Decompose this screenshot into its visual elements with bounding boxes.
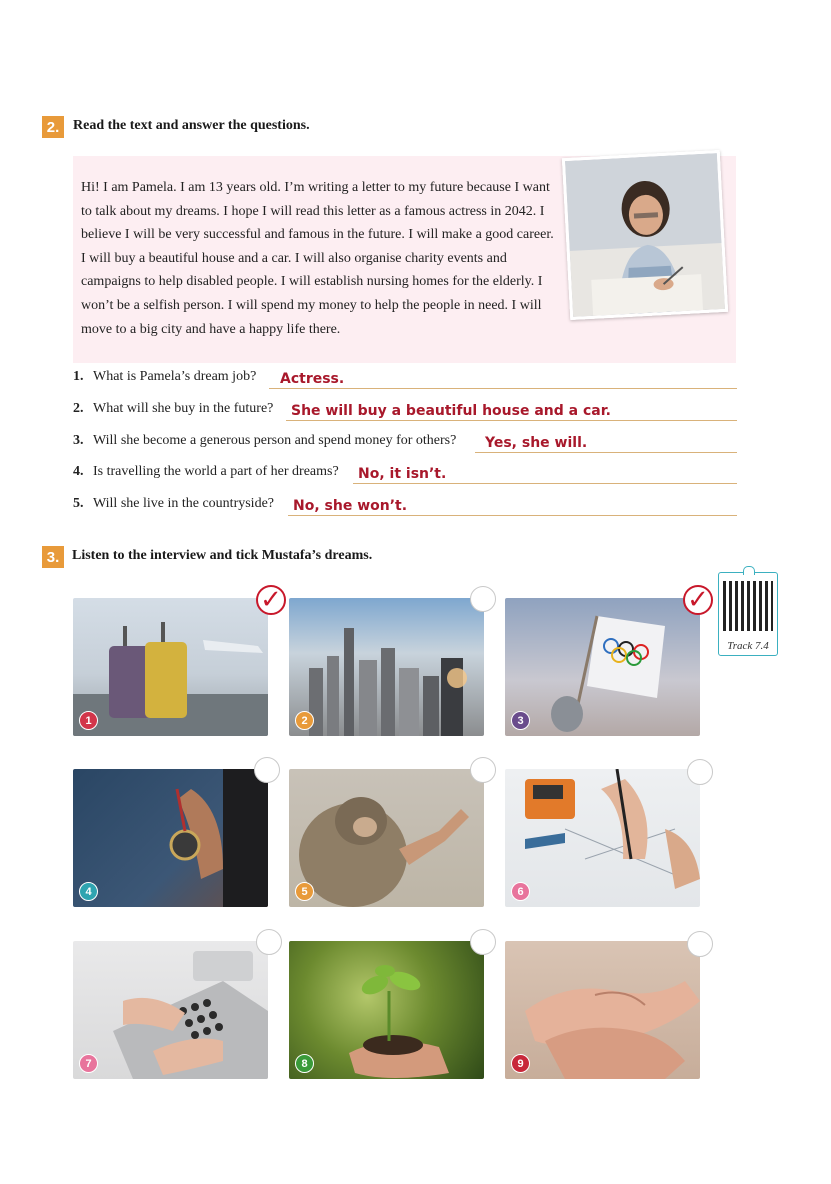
answer-text: Actress. [280,371,345,387]
answer-line[interactable] [288,515,737,516]
tick-checkbox-1[interactable]: ✓ [256,585,286,615]
picture-number-badge: 2 [295,711,314,730]
sprout-illustration [289,941,484,1079]
question-text: What is Pamela’s dream job? [93,369,257,384]
picture-number-badge: 6 [511,882,530,901]
blueprint-illustration [505,769,700,907]
picture-7-typewriter [73,941,268,1079]
exercise-3-title: Listen to the interview and tick Mustafa’s dreams. [72,548,373,563]
city-skyline-illustration [289,598,484,736]
typewriter-illustration [73,941,268,1079]
picture-number-badge: 1 [79,711,98,730]
audio-track-qr[interactable] [718,572,778,656]
question-1 [73,369,737,389]
answer-text: No, it isn’t. [358,466,447,482]
picture-6-engineer-plans [505,769,700,907]
picture-number-badge: 3 [511,711,530,730]
question-number: 2. [73,401,84,416]
track-label: Track 7.4 [727,640,769,652]
tick-checkbox-6[interactable] [687,759,713,785]
girl-writing-photo [562,150,728,320]
question-text: Will she live in the countryside? [93,496,275,511]
picture-8-plant-sprout [289,941,484,1079]
reading-passage-text: Hi! I am Pamela. I am 13 years old. I’m writing a letter to my future because I want to talk about my dreams. I hope I will read this letter as a famous actress in 2042. I believe I will be very successful and famous in the future. I will make a good career. I will buy a beautiful house and a car. I will also organise charity events and campaigns to help disabled people. I will establish nursing homes for the elderly. I won’t be a selfish person. I will spend my money to help the people in need. I will move to a big city and have a happy life there. [81,180,554,337]
tick-checkbox-2[interactable] [470,586,496,612]
answer-text: She will buy a beautiful house and a car. [291,403,611,419]
picture-5-monkey [289,769,484,907]
airport-suitcase-illustration [73,598,268,736]
picture-4-medal [73,769,268,907]
answer-text: Yes, she will. [485,435,588,451]
question-text: What will she buy in the future? [93,401,274,416]
picture-number-badge: 9 [511,1054,530,1073]
picture-9-holding-hands [505,941,700,1079]
medal-illustration [73,769,268,907]
tick-checkbox-5[interactable] [470,757,496,783]
question-4 [73,464,737,484]
answer-line[interactable] [475,452,737,453]
question-number: 4. [73,464,84,479]
question-number: 3. [73,433,84,448]
question-3 [73,433,737,453]
headphones-icon [743,566,755,575]
picture-3-olympic-flag [505,598,700,736]
exercise-3-number: 3. [42,546,64,568]
tick-checkbox-8[interactable] [470,929,496,955]
exercise-2-number: 2. [42,116,64,138]
picture-1-travel-suitcases [73,598,268,736]
answer-text: No, she won’t. [293,498,408,514]
question-number: 5. [73,496,84,511]
qr-code-icon [723,581,773,631]
olympic-flag-illustration [505,598,700,736]
answer-line[interactable] [286,420,737,421]
question-number: 1. [73,369,84,384]
question-5 [73,496,737,516]
tick-checkbox-9[interactable] [687,931,713,957]
tick-checkbox-3[interactable]: ✓ [683,585,713,615]
picture-2-city-skyline [289,598,484,736]
exercise-2-title: Read the text and answer the questions. [73,118,310,133]
girl-writing-illustration [565,153,725,317]
hands-illustration [505,941,700,1079]
tick-checkbox-4[interactable] [254,757,280,783]
answer-line[interactable] [269,388,737,389]
monkey-illustration [289,769,484,907]
picture-number-badge: 4 [79,882,98,901]
question-text: Will she become a generous person and spend money for others? [93,433,457,448]
answer-line[interactable] [353,483,737,484]
picture-number-badge: 8 [295,1054,314,1073]
picture-number-badge: 5 [295,882,314,901]
question-text: Is travelling the world a part of her dreams? [93,464,339,479]
tick-checkbox-7[interactable] [256,929,282,955]
picture-number-badge: 7 [79,1054,98,1073]
question-2 [73,401,737,421]
